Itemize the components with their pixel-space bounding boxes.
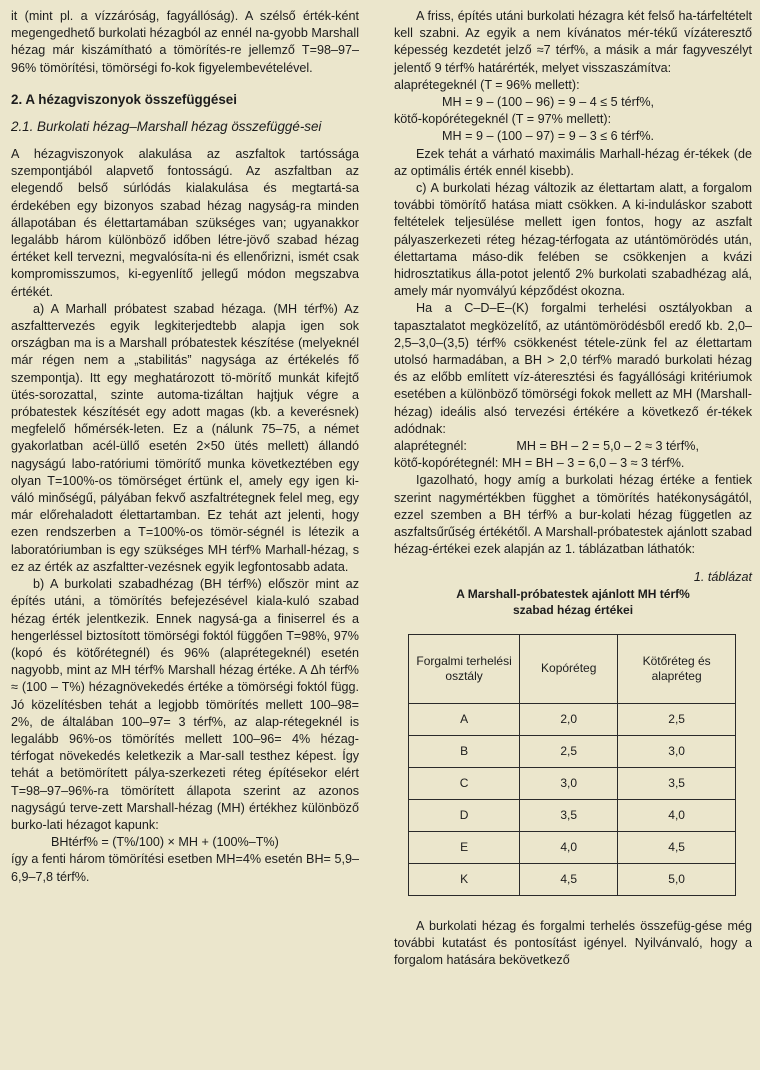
section-heading: 2. A hézagviszonyok összefüggései (11, 91, 237, 107)
calc-alap-label: alaprétegnél: (394, 439, 467, 454)
cell-class: A (409, 703, 520, 735)
cell-kopo: 2,0 (520, 703, 618, 735)
paragraph-burkolati-szabadhezag: b) A burkolati szabadhézag (BH térf%) először mint az építés utáni, a tömörítés befejezésével kiala-kuló szabad hézag érték jelentkezik. Ennek nagysá-ga a finiserrel és a hengerléssel biztosított tömörségi foktól függően T=98%, 97% (kopó és kötőrétegnél) és 96% (alaprétegeknél) esetén nagyobb, mint az MH térf% Marshall hézag értéke. A Δh térf% ≈ (100 – T%) hézagnövekedés értéke a tömörségi foktól függ. Jó közelítésben tehát a legjobb tömörítés mellett 100–98= 2%, de általában 100–97= 3 térf%, az alap-rétegeknél is legalább 96%-os tömörítés mellett 100–96= 4% hézag-térfogat növekedés keletkezik a Mar-sall testhez képest. Így tehát a betömörített pálya-szerkezeti réteg építésekor elért T=98–97–96%-ra tömörített állapota szerint az azonos nagyságú terve-zett Marshall-hézag (MH) értékhez különböző burko-lati hézagot kapunk: (11, 577, 359, 832)
paragraph-felso-hatarfeltetel: A friss, építés utáni burkolati hézagra két felső ha-tárfeltételt kell szabni. Az egyik a nem kívánatos mér-tékű vízáteresztő képesség kezdetét jelző ≈7 térf%, a másik a már fagyveszélyt jelentő 9 térf% határérték, melyet visszaszámítva: (394, 9, 752, 75)
table-row (409, 831, 736, 863)
cell-koto: 4,0 (618, 799, 736, 831)
cell-class: C (409, 767, 520, 799)
table-caption-title-line1: A Marshall-próbatestek ajánlott MH térf% (456, 586, 690, 601)
cell-kopo: 3,0 (520, 767, 618, 799)
right-column (394, 8, 752, 969)
subsection-heading: 2.1. Burkolati hézag–Marshall hézag összefüggé-sei (11, 119, 322, 135)
calc-alap-formula: MH = BH – 2 = 5,0 – 2 ≈ 3 térf%, (516, 439, 699, 454)
cell-koto: 2,5 (618, 703, 736, 735)
cell-kopo: 4,0 (520, 831, 618, 863)
cell-class: D (409, 799, 520, 831)
header-kotoreteg: Kötőréteg és alapréteg (618, 634, 736, 703)
cell-koto: 3,5 (618, 767, 736, 799)
paragraph-forgalmi-osztalyok: Ha a C–D–E–(K) forgalmi terhelési osztályokban a tapasztalatot megközelítő, az utántömörödésből eredő kb. 2,0–2,5–3,0–(3,5) térf% csökkenést tétele-zünk fel az élettartam utolsó harmadában, a BH > 2,0 térf% maradó burkolati hézag és az előbb említett víz-áteresztési és fagyállósági kritériumok esetében a különböző tömörségi fokok mellett az MH (Marshall-hézag) ideális alsó tervezési értékére a következő ér-tékek adódnak: (394, 301, 752, 436)
formula-mh-koto: MH = 9 – (100 – 97) = 9 – 3 ≤ 6 térf%. (442, 129, 655, 144)
header-forgalmi: Forgalmi terhelési osztály (409, 634, 520, 703)
table-caption-title-line2: szabad hézag értékei (512, 602, 634, 617)
marshall-table (408, 634, 736, 896)
table-caption-title (394, 586, 752, 618)
calc-alapretegnel (394, 438, 752, 455)
label-alapretegek: alaprétegeknél (T = 96% mellett): (394, 77, 580, 92)
paragraph-igazolhato: Igazolható, hogy amíg a burkolati hézag értéke a fentiek szerint nagymértékben függhet a tömörítés hatékonyságától, ezzel szemben a BH térf% a bur-kolati hézag független az aszfaltsűrűség értékétől. A Marshall-próbatestek ajánlott szabad hézag-értékei ezek alapján az 1. táblázatban láthatók: (394, 473, 752, 557)
cell-class: B (409, 735, 520, 767)
table-row (409, 703, 736, 735)
table-header-row (409, 634, 736, 703)
cell-class: K (409, 863, 520, 895)
cell-koto: 4,5 (618, 831, 736, 863)
paragraph-intro: it (mint pl. a vízzáróság, fagyállóság). A szélső érték-ként megengedhető burkolati hézagból az ennél na-gyobb Marshall hézag már kiszámítható a tömörítés-re jellemző T=98–97–96% tömörítési, tömörségi fo-kok figyelembevételével. (11, 9, 359, 75)
cell-koto: 3,0 (618, 735, 736, 767)
formula-mh-alap: MH = 9 – (100 – 96) = 9 – 4 ≤ 5 térf%, (442, 95, 655, 110)
cell-koto: 5,0 (618, 863, 736, 895)
table-row (409, 767, 736, 799)
cell-class: E (409, 831, 520, 863)
paragraph-hezag-valtozik: c) A burkolati hézag változik az élettartam alatt, a forgalom további tömörítő hatása miatt csökken. A ki-induláskor szabott feltételek teljesülése mellett igen fontos, hogy az aszfalt pályaszerkezeti réteg hézag-térfogata az utántömörödés után, élettartama máso-dik felében se csökkenjen a kvázi hidrosztatikus álla-potot jelentő 2% burkolati szabadhézag alá, amely már nyomvályú képződést okozna. (394, 181, 752, 299)
paragraph-osszefugges: A burkolati hézag és forgalmi terhelés összefüg-gése még további kutatást és pontosítást igényel. Nyilvánvaló, hogy a forgalom hatására bekövetkező (394, 918, 752, 968)
paragraph-bh-result: így a fenti három tömörítési esetben MH=4% esetén BH= 5,9–6,9–7,8 térf%. (11, 852, 359, 884)
left-column (11, 8, 359, 886)
paragraph-marshall-probatest: a) A Marhall próbatest szabad hézaga. (MH térf%) Az aszfalttervezés egyik legkiterjedtebb alapja igen sok országban ma is a Marshall próbatestek készítése (melyeknél már régen nem a „stabilitás” nagysága az értékelés fő szempontja). Itt egy meghatározott tö-mörítő munkát kifejtő ütés-sorozattal, szinte automa-tizáltan hajtjuk végre a próbatestek készítését egy adott magas (kb. a keverésnek) megfelelő hőmérsék-leten. Ez a (nálunk 75–75, a német gyakorlatban acél-üllő esetén 2×50 ütés mellett) állandó nagyságú labo-ratóriumi tömörítő munka következtében egy olyan T=100%-os tömörséget értünk el, amely egy igen ki-váló minőségű, pályában fekvő aszfaltrétegnek felel meg, egy már előrehaladott élettartamban. Ez tehát azt jelenti, hogy ezen rendszerben a T=100%-os tömör-ségnél is létezik a laboratóriumban is egy szükséges MH térf% Marhall-hézag, s ez az érték az aszfaltter-vezésnek egyik legfontosabb adata. (11, 301, 359, 574)
cell-kopo: 4,5 (520, 863, 618, 895)
cell-kopo: 3,5 (520, 799, 618, 831)
calc-koto-koporetegnel: kötő-kopórétegnél: MH = BH – 3 = 6,0 – 3 ≈ 3 térf%. (394, 456, 685, 471)
paragraph-hezagviszonyok: A hézagviszonyok alakulása az aszfaltok tartóssága szempontjából alapvető fontosságú. Az aszfaltban az elegendő belső súrlódás kialakulása és megtartá-sa érdekében egy bizonyos szabad hézag nagyság-ra minden állapotában és élettartamában szükséges van; ugyanakkor legalább három különböző időben létre-jövő szabad hézag értéket kell tervezni, megvalósíta-ni és ellenőrizni, ismét csak kompromisszumos, ki-egyenlítő jellegű módon megszabva értékét. (11, 147, 359, 299)
table-row (409, 799, 736, 831)
label-koto-koporetegek: kötő-kopórétegeknél (T = 97% mellett): (394, 112, 612, 127)
paragraph-maximalis-hezag: Ezek tehát a várható maximális Marhall-hézag ér-tékek (de az optimális érték ennél kisebb). (394, 146, 752, 178)
formula-bh: BHtérf% = (T%/100) × MH + (100%–T%) (51, 835, 279, 850)
header-koporeteg: Kopóréteg (520, 634, 618, 703)
table-row (409, 735, 736, 767)
table-row (409, 863, 736, 895)
cell-kopo: 2,5 (520, 735, 618, 767)
table-caption-number: 1. táblázat (693, 569, 752, 584)
